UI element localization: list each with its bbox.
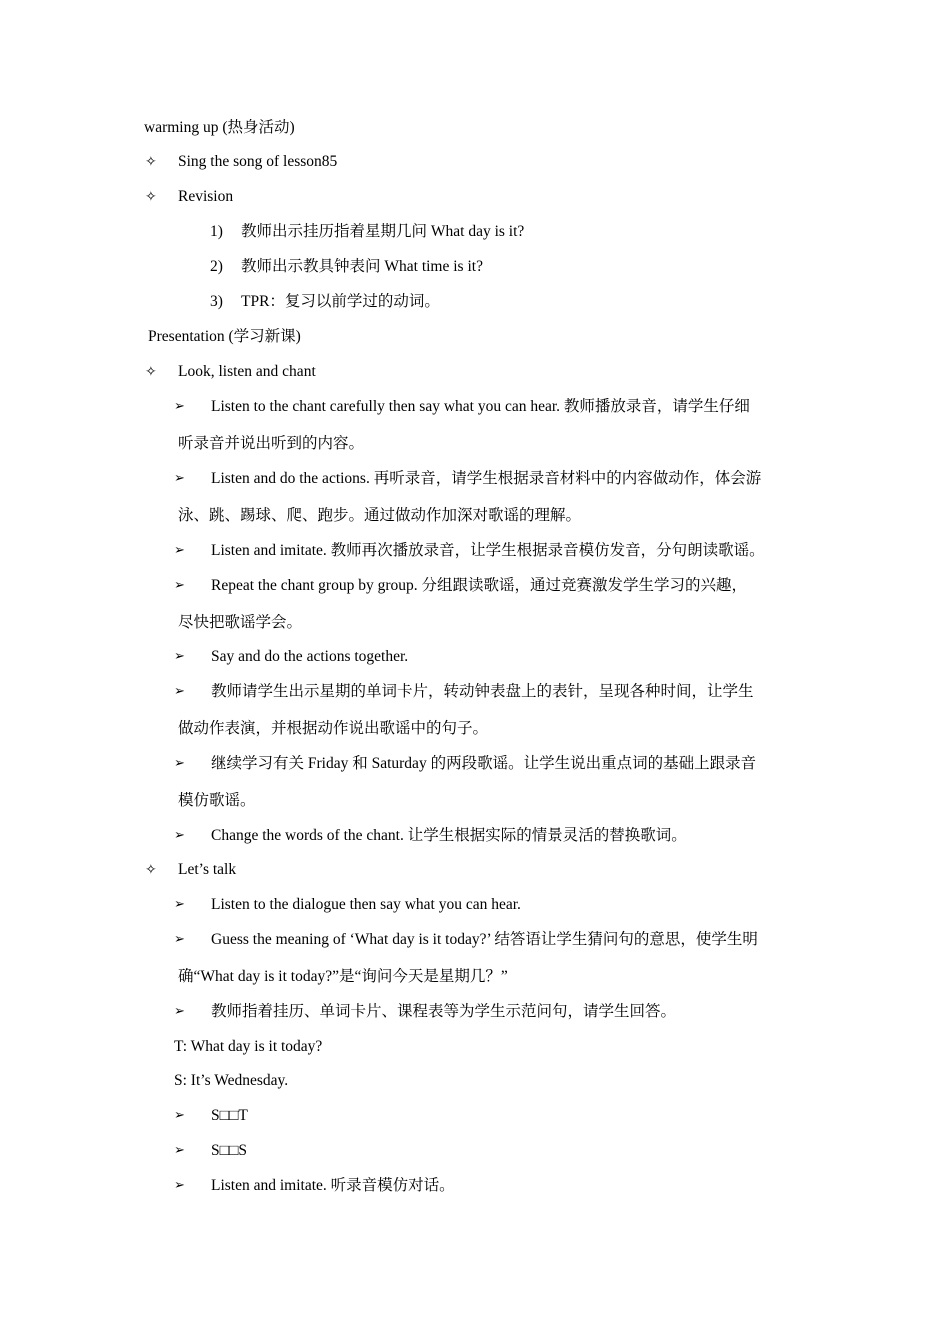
chant-step: Say and do the actions together. [211, 648, 409, 665]
section-heading-presentation: Presentation (学习新课) [148, 328, 301, 345]
chant-step: Repeat the chant group by group. 分组跟读歌谣，通过竞赛激发学生学习的兴趣， [211, 577, 747, 594]
chant-step: Listen and imitate. 教师再次播放录音，让学生根据录音模仿发音，分句朗读歌谣。 [211, 542, 765, 559]
talk-step-continuation: 确“What day is it today?”是“询问今天是星期几？” [178, 968, 508, 985]
talk-step: Listen and imitate. 听录音模仿对话。 [211, 1177, 455, 1194]
arrow-bullet-icon: ➢ [174, 897, 185, 912]
diamond-bullet-icon: ✧ [145, 364, 157, 380]
revision-step-number: 2) [210, 258, 223, 275]
chant-step-continuation: 听录音并说出听到的内容。 [178, 435, 365, 452]
arrow-bullet-icon: ➢ [174, 932, 185, 947]
dialogue-teacher-line: T: What day is it today? [174, 1038, 323, 1055]
arrow-bullet-icon: ➢ [174, 399, 185, 414]
revision-step-text: 教师出示挂历指着星期几问 What day is it? [241, 223, 525, 240]
arrow-bullet-icon: ➢ [174, 756, 185, 771]
diamond-bullet-icon: ✧ [145, 862, 157, 878]
arrow-bullet-icon: ➢ [174, 684, 185, 699]
talk-step: S□□T [211, 1107, 248, 1124]
chant-step: Listen to the chant carefully then say what you can hear. 教师播放录音，请学生仔细 [211, 398, 750, 415]
talk-step: Guess the meaning of ‘What day is it today?’ 结答语让学生猜问句的意思，使学生明 [211, 931, 758, 948]
arrow-bullet-icon: ➢ [174, 1108, 185, 1123]
chant-title: Look, listen and chant [178, 363, 316, 380]
chant-step: 继续学习有关 Friday 和 Saturday 的两段歌谣。让学生说出重点词的基础上跟录音 [211, 755, 757, 772]
chant-step: Change the words of the chant. 让学生根据实际的情景灵活的替换歌词。 [211, 827, 687, 844]
arrow-bullet-icon: ➢ [174, 1178, 185, 1193]
revision-step-number: 1) [210, 223, 223, 240]
arrow-bullet-icon: ➢ [174, 1143, 185, 1158]
arrow-bullet-icon: ➢ [174, 543, 185, 558]
section-heading-warming-up: warming up (热身活动) [144, 119, 295, 136]
chant-step-continuation: 模仿歌谣。 [178, 792, 256, 809]
diamond-bullet-icon: ✧ [145, 189, 157, 205]
arrow-bullet-icon: ➢ [174, 1004, 185, 1019]
talk-step: 教师指着挂历、单词卡片、课程表等为学生示范问句，请学生回答。 [211, 1003, 677, 1020]
revision-step-number: 3) [210, 293, 223, 310]
diamond-bullet-icon: ✧ [145, 154, 157, 170]
chant-step: 教师请学生出示星期的单词卡片，转动钟表盘上的表针，呈现各种时间，让学生 [211, 683, 754, 700]
arrow-bullet-icon: ➢ [174, 578, 185, 593]
revision-step-text: 教师出示教具钟表问 What time is it? [241, 258, 483, 275]
arrow-bullet-icon: ➢ [174, 471, 185, 486]
warming-item-revision: Revision [178, 188, 234, 205]
dialogue-student-line: S: It’s Wednesday. [174, 1072, 289, 1089]
chant-step-continuation: 尽快把歌谣学会。 [178, 614, 303, 631]
chant-step: Listen and do the actions. 再听录音，请学生根据录音材料中的内容做动作，体会游 [211, 470, 762, 487]
revision-step-text: TPR：复习以前学过的动词。 [241, 293, 440, 310]
arrow-bullet-icon: ➢ [174, 828, 185, 843]
chant-step-continuation: 做动作表演，并根据动作说出歌谣中的句子。 [178, 720, 489, 737]
talk-step: S□□S [211, 1142, 247, 1159]
talk-step: Listen to the dialogue then say what you can hear. [211, 896, 521, 913]
arrow-bullet-icon: ➢ [174, 649, 185, 664]
talk-title: Let’s talk [178, 861, 237, 878]
warming-item-sing: Sing the song of lesson85 [178, 153, 338, 170]
chant-step-continuation: 泳、跳、踢球、爬、跑步。通过做动作加深对歌谣的理解。 [178, 507, 582, 524]
